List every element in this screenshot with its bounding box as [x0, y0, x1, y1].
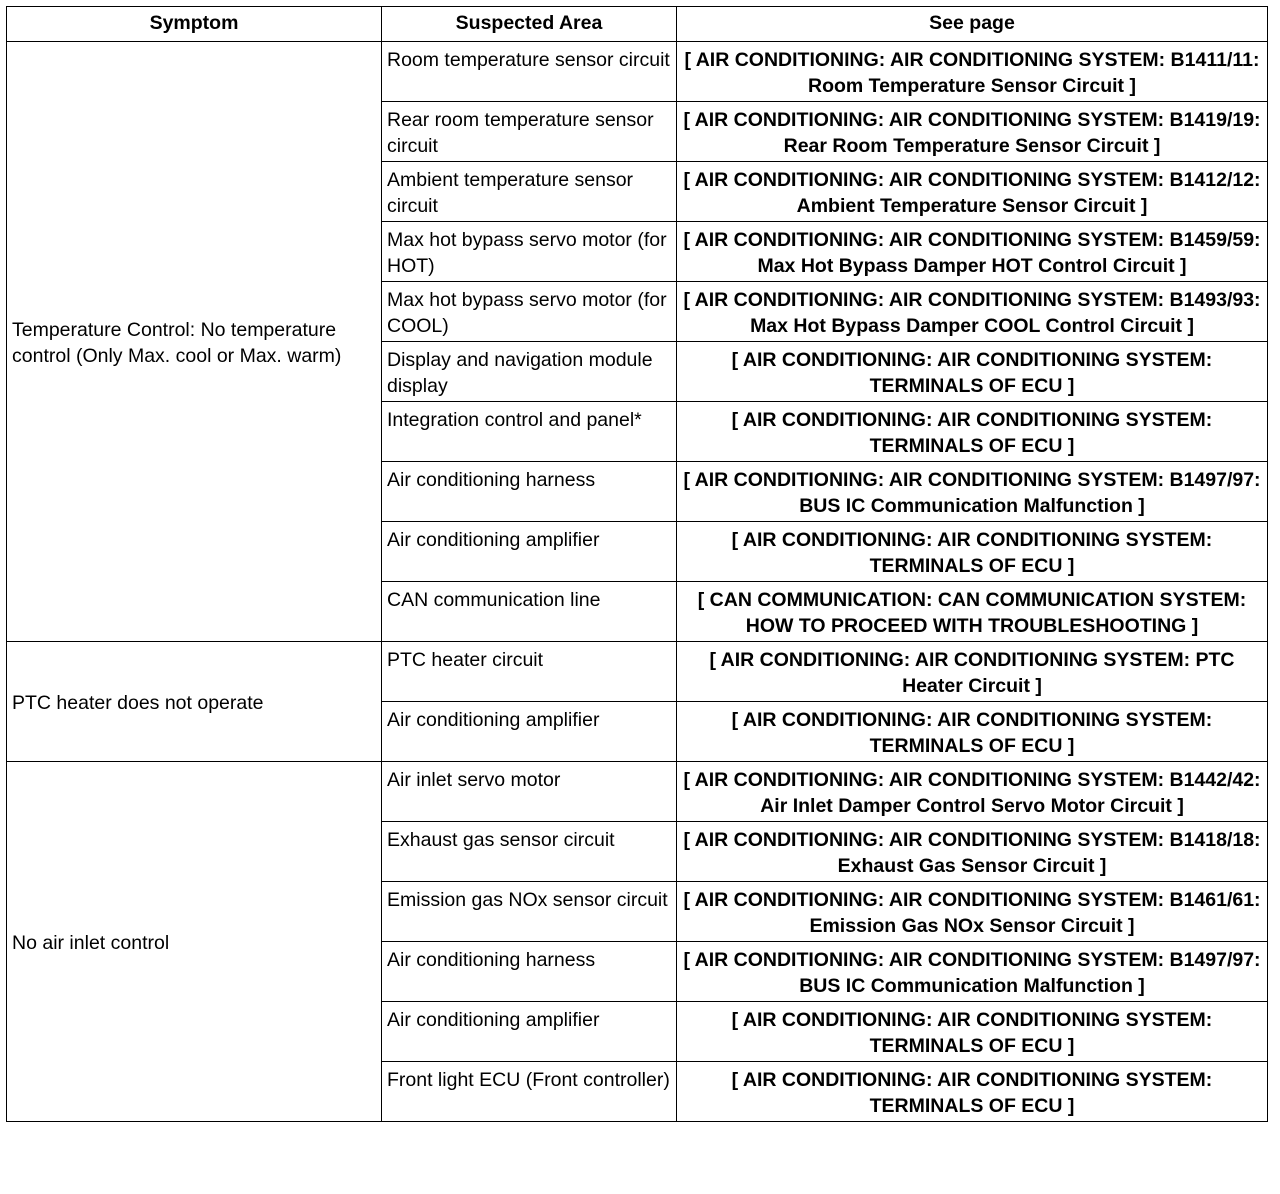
see-page-reference-cell[interactable]: [ AIR CONDITIONING: AIR CONDITIONING SYSTEM: B1497/97: BUS IC Communication Malfunction ]: [677, 462, 1268, 522]
header-row: [7, 7, 1268, 42]
see-page-reference-cell[interactable]: [ CAN COMMUNICATION: CAN COMMUNICATION SYSTEM: HOW TO PROCEED WITH TROUBLESHOOTING ]: [677, 582, 1268, 642]
see-page-reference-cell[interactable]: [ AIR CONDITIONING: AIR CONDITIONING SYSTEM: B1418/18: Exhaust Gas Sensor Circuit ]: [677, 822, 1268, 882]
table-row: [7, 42, 1268, 102]
see-page-reference-cell[interactable]: [ AIR CONDITIONING: AIR CONDITIONING SYSTEM: TERMINALS OF ECU ]: [677, 702, 1268, 762]
symptom-cell: Temperature Control: No temperature control (Only Max. cool or Max. warm): [7, 42, 382, 642]
table-row: [7, 642, 1268, 702]
symptom-cell: No air inlet control: [7, 762, 382, 1122]
table-body: [7, 42, 1268, 1122]
see-page-reference-cell[interactable]: [ AIR CONDITIONING: AIR CONDITIONING SYSTEM: PTC Heater Circuit ]: [677, 642, 1268, 702]
problem-symptoms-table: [6, 6, 1268, 1122]
symptom-cell: PTC heater does not operate: [7, 642, 382, 762]
see-page-reference-cell[interactable]: [ AIR CONDITIONING: AIR CONDITIONING SYSTEM: B1412/12: Ambient Temperature Sensor Circuit ]: [677, 162, 1268, 222]
see-page-reference-cell[interactable]: [ AIR CONDITIONING: AIR CONDITIONING SYSTEM: B1497/97: BUS IC Communication Malfunction ]: [677, 942, 1268, 1002]
suspected-area-cell: Integration control and panel*: [382, 402, 677, 462]
suspected-area-cell: Rear room temperature sensor circuit: [382, 102, 677, 162]
suspected-area-cell: Air inlet servo motor: [382, 762, 677, 822]
suspected-area-cell: Air conditioning harness: [382, 462, 677, 522]
suspected-area-cell: Max hot bypass servo motor (for COOL): [382, 282, 677, 342]
suspected-area-cell: Ambient temperature sensor circuit: [382, 162, 677, 222]
table-row: [7, 762, 1268, 822]
suspected-area-cell: Room temperature sensor circuit: [382, 42, 677, 102]
suspected-area-cell: CAN communication line: [382, 582, 677, 642]
suspected-area-cell: Exhaust gas sensor circuit: [382, 822, 677, 882]
see-page-reference-cell[interactable]: [ AIR CONDITIONING: AIR CONDITIONING SYSTEM: B1411/11: Room Temperature Sensor Circuit ]: [677, 42, 1268, 102]
suspected-area-column-header: Suspected Area: [382, 7, 677, 42]
suspected-area-cell: Air conditioning amplifier: [382, 702, 677, 762]
see-page-reference-cell[interactable]: [ AIR CONDITIONING: AIR CONDITIONING SYSTEM: B1493/93: Max Hot Bypass Damper COOL Control Circuit ]: [677, 282, 1268, 342]
see-page-reference-cell[interactable]: [ AIR CONDITIONING: AIR CONDITIONING SYSTEM: TERMINALS OF ECU ]: [677, 522, 1268, 582]
suspected-area-cell: PTC heater circuit: [382, 642, 677, 702]
see-page-reference-cell[interactable]: [ AIR CONDITIONING: AIR CONDITIONING SYSTEM: TERMINALS OF ECU ]: [677, 1002, 1268, 1062]
see-page-reference-cell[interactable]: [ AIR CONDITIONING: AIR CONDITIONING SYSTEM: TERMINALS OF ECU ]: [677, 342, 1268, 402]
see-page-column-header: See page: [677, 7, 1268, 42]
suspected-area-cell: Air conditioning amplifier: [382, 522, 677, 582]
see-page-reference-cell[interactable]: [ AIR CONDITIONING: AIR CONDITIONING SYSTEM: TERMINALS OF ECU ]: [677, 1062, 1268, 1122]
suspected-area-cell: Max hot bypass servo motor (for HOT): [382, 222, 677, 282]
see-page-reference-cell[interactable]: [ AIR CONDITIONING: AIR CONDITIONING SYSTEM: B1461/61: Emission Gas NOx Sensor Circuit ]: [677, 882, 1268, 942]
see-page-reference-cell[interactable]: [ AIR CONDITIONING: AIR CONDITIONING SYSTEM: B1459/59: Max Hot Bypass Damper HOT Control Circuit ]: [677, 222, 1268, 282]
see-page-reference-cell[interactable]: [ AIR CONDITIONING: AIR CONDITIONING SYSTEM: TERMINALS OF ECU ]: [677, 402, 1268, 462]
suspected-area-cell: Air conditioning amplifier: [382, 1002, 677, 1062]
see-page-reference-cell[interactable]: [ AIR CONDITIONING: AIR CONDITIONING SYSTEM: B1442/42: Air Inlet Damper Control Servo Motor Circuit ]: [677, 762, 1268, 822]
suspected-area-cell: Air conditioning harness: [382, 942, 677, 1002]
suspected-area-cell: Front light ECU (Front controller): [382, 1062, 677, 1122]
suspected-area-cell: Display and navigation module display: [382, 342, 677, 402]
suspected-area-cell: Emission gas NOx sensor circuit: [382, 882, 677, 942]
symptom-column-header: Symptom: [7, 7, 382, 42]
see-page-reference-cell[interactable]: [ AIR CONDITIONING: AIR CONDITIONING SYSTEM: B1419/19: Rear Room Temperature Sensor Circuit ]: [677, 102, 1268, 162]
